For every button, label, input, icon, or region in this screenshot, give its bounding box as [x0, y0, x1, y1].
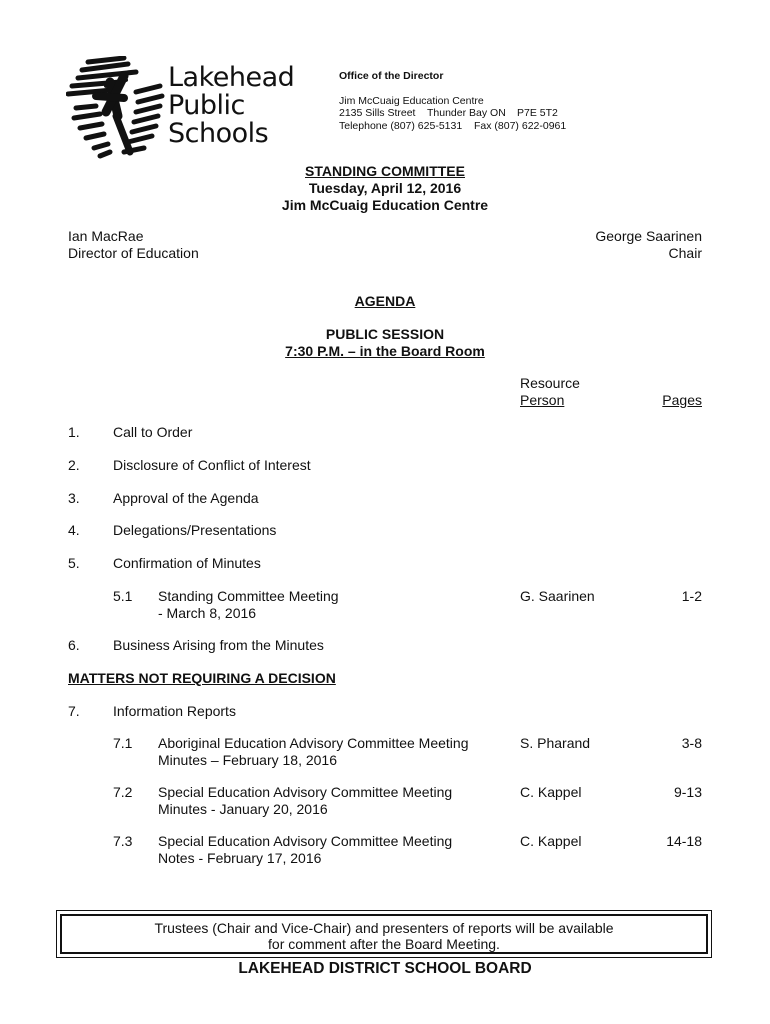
- resource-person: S. Pharand: [520, 735, 591, 751]
- chair-role: Chair: [668, 245, 702, 261]
- director-info: [68, 228, 199, 262]
- resource-person: G. Saarinen: [520, 588, 595, 604]
- subitem-title: Standing Committee Meeting: [158, 588, 339, 604]
- subitem-label: [158, 784, 452, 818]
- resource-header-line2: Person: [520, 392, 565, 408]
- item-number: 5.: [68, 555, 80, 571]
- office-address: [339, 70, 566, 132]
- item-number: 6.: [68, 637, 80, 653]
- item-label: Call to Order: [113, 424, 193, 440]
- resource-person: C. Kappel: [520, 784, 582, 800]
- subitem-title: Aboriginal Education Advisory Committee Meeting: [158, 735, 469, 751]
- notice-line1: Trustees (Chair and Vice-Chair) and presenters of reports will be available: [154, 920, 614, 936]
- page-range: 14-18: [666, 833, 702, 849]
- school-board-logo: [66, 56, 295, 160]
- director-name: Ian MacRae: [68, 228, 144, 244]
- subitem-number: 7.3: [113, 833, 133, 849]
- subitem-date: Notes - February 17, 2016: [158, 850, 322, 866]
- item-number: 2.: [68, 457, 80, 473]
- meeting-title-block: [0, 163, 770, 214]
- board-footer: LAKEHEAD DISTRICT SCHOOL BOARD: [238, 960, 532, 977]
- item-label: Disclosure of Conflict of Interest: [113, 457, 311, 473]
- agenda-heading: AGENDA: [354, 293, 416, 309]
- pages-header: Pages: [662, 392, 702, 408]
- item-label: Confirmation of Minutes: [113, 555, 261, 571]
- office-building: Jim McCuaig Education Centre: [339, 94, 484, 107]
- office-city: Thunder Bay ON: [427, 107, 506, 119]
- subitem-number: 5.1: [113, 588, 133, 604]
- subitem-number: 7.2: [113, 784, 133, 800]
- section-heading: MATTERS NOT REQUIRING A DECISION: [68, 670, 336, 686]
- meeting-name: STANDING COMMITTEE: [305, 163, 465, 179]
- subitem-number: 7.1: [113, 735, 133, 751]
- subitem-title: Special Education Advisory Committee Meeting: [158, 833, 453, 849]
- session-block: [0, 326, 770, 360]
- office-title: Office of the Director: [339, 70, 444, 82]
- item-label: Information Reports: [113, 703, 236, 719]
- page-range: 9-13: [673, 784, 702, 800]
- item-number: 1.: [68, 424, 80, 440]
- item-number: 3.: [68, 490, 80, 506]
- subitem-date: - March 8, 2016: [158, 605, 257, 621]
- item-number: 7.: [68, 703, 80, 719]
- brushstroke-star-icon: [66, 56, 166, 160]
- director-role: Director of Education: [68, 245, 199, 261]
- subitem-label: [158, 833, 452, 867]
- item-label: Business Arising from the Minutes: [113, 637, 324, 653]
- office-street-row: [339, 107, 566, 120]
- office-fax: Fax (807) 622-0961: [474, 119, 567, 132]
- notice-box-inner: [60, 914, 708, 954]
- resource-person: C. Kappel: [520, 833, 582, 849]
- meeting-location: Jim McCuaig Education Centre: [281, 197, 489, 213]
- page-range: 1-2: [681, 588, 702, 604]
- logo-text-public: Public: [168, 90, 245, 121]
- session-name: PUBLIC SESSION: [325, 326, 445, 342]
- logo-text-schools: Schools: [168, 118, 269, 149]
- resource-person-header: [520, 375, 580, 409]
- office-street: 2135 Sills Street: [339, 107, 416, 119]
- subitem-date: Minutes – February 18, 2016: [158, 752, 337, 768]
- chair-name: George Saarinen: [595, 228, 702, 244]
- notice-line2: for comment after the Board Meeting.: [268, 936, 500, 952]
- subitem-label: [158, 735, 469, 769]
- subitem-date: Minutes - January 20, 2016: [158, 801, 328, 817]
- chair-info: [595, 228, 702, 262]
- page-range: 3-8: [681, 735, 702, 751]
- subitem-label: [158, 588, 339, 622]
- office-phone-row: [339, 120, 566, 133]
- office-postal: P7E 5T2: [517, 107, 558, 119]
- meeting-date: Tuesday, April 12, 2016: [308, 180, 462, 196]
- item-number: 4.: [68, 522, 80, 538]
- logo-text-lakehead: Lakehead: [168, 62, 295, 93]
- session-time: 7:30 P.M. – in the Board Room: [285, 343, 485, 359]
- notice-box: [56, 910, 712, 958]
- item-label: Approval of the Agenda: [113, 490, 259, 506]
- item-label: Delegations/Presentations: [113, 522, 277, 538]
- office-telephone: Telephone (807) 625-5131: [339, 119, 463, 132]
- resource-header-line1: Resource: [520, 375, 580, 391]
- subitem-title: Special Education Advisory Committee Meeting: [158, 784, 453, 800]
